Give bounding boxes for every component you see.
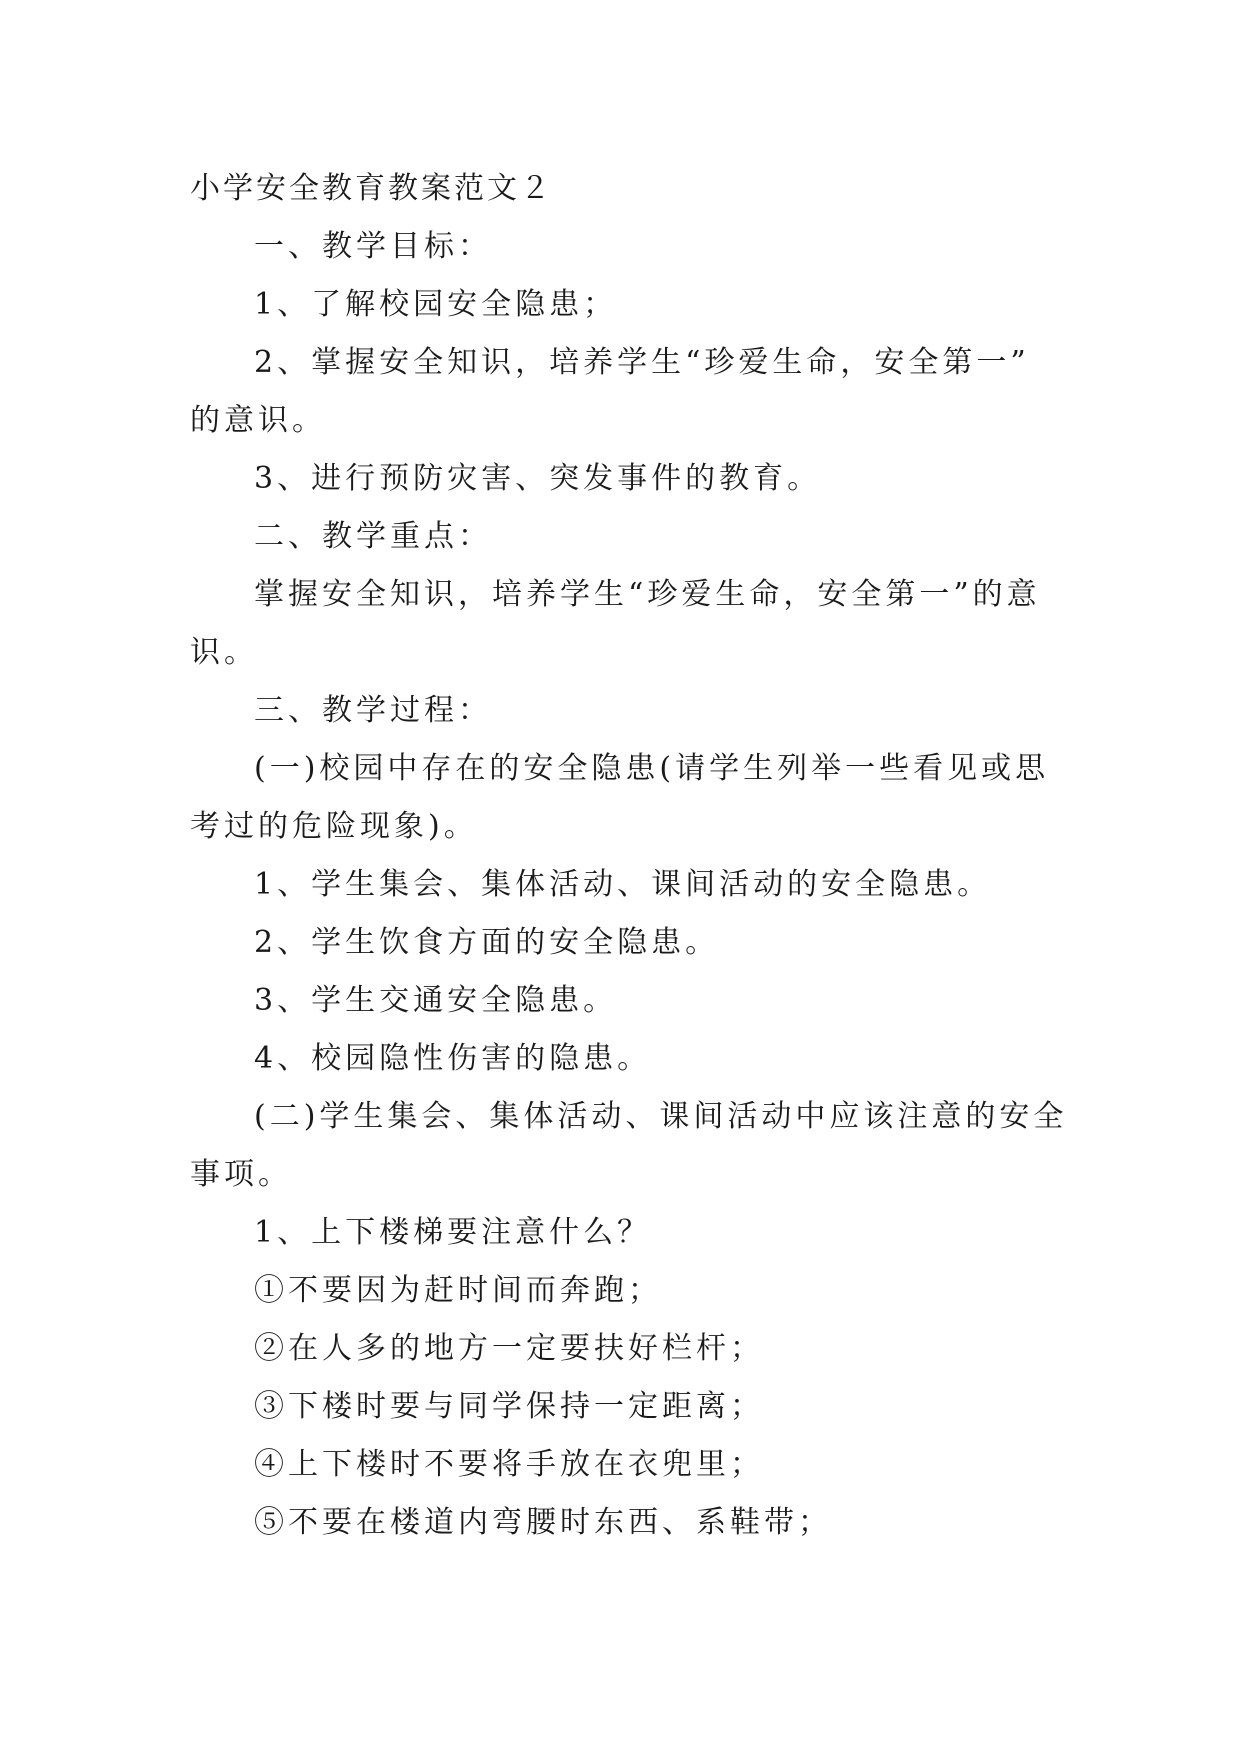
paragraph-line-continued: 考过的危险现象)。 bbox=[190, 809, 478, 844]
paragraph-line: 1、了解校园安全隐患； bbox=[254, 287, 618, 322]
list-item: ⑤不要在楼道内弯腰时东西、系鞋带； bbox=[254, 1505, 832, 1540]
paragraph-line: 3、学生交通安全隐患。 bbox=[254, 983, 618, 1018]
heading-teaching-focus: 二、教学重点： bbox=[254, 519, 492, 554]
paragraph-line: 2、掌握安全知识，培养学生“珍爱生命，安全第一” bbox=[254, 345, 1030, 380]
paragraph-line: 1、学生集会、集体活动、课间活动的安全隐患。 bbox=[254, 867, 992, 902]
paragraph-line: 1、上下楼梯要注意什么？ bbox=[254, 1215, 652, 1250]
list-item: ④上下楼时不要将手放在衣兜里； bbox=[254, 1447, 764, 1482]
heading-teaching-process: 三、教学过程： bbox=[254, 693, 492, 728]
list-item: ①不要因为赶时间而奔跑； bbox=[254, 1273, 662, 1308]
list-item: ②在人多的地方一定要扶好栏杆； bbox=[254, 1331, 764, 1366]
paragraph-line-continued: 的意识。 bbox=[190, 403, 326, 438]
paragraph-line: 3、进行预防灾害、突发事件的教育。 bbox=[254, 461, 822, 496]
paragraph-line: (一)校园中存在的安全隐患(请学生列举一些看见或思 bbox=[254, 751, 1050, 786]
paragraph-line: 4、校园隐性伤害的隐患。 bbox=[254, 1041, 652, 1076]
paragraph-line: 2、学生饮食方面的安全隐患。 bbox=[254, 925, 720, 960]
paragraph-line: 掌握安全知识，培养学生“珍爱生命，安全第一”的意 bbox=[254, 577, 1041, 612]
heading-teaching-goals: 一、教学目标： bbox=[254, 229, 492, 264]
document-title: 小学安全教育教案范文２ bbox=[190, 171, 553, 206]
paragraph-line-continued: 事项。 bbox=[190, 1157, 292, 1192]
paragraph-line-continued: 识。 bbox=[190, 635, 258, 670]
paragraph-line: (二)学生集会、集体活动、课间活动中应该注意的安全 bbox=[254, 1099, 1068, 1134]
document-body bbox=[190, 160, 1068, 1552]
list-item: ③下楼时要与同学保持一定距离； bbox=[254, 1389, 764, 1424]
